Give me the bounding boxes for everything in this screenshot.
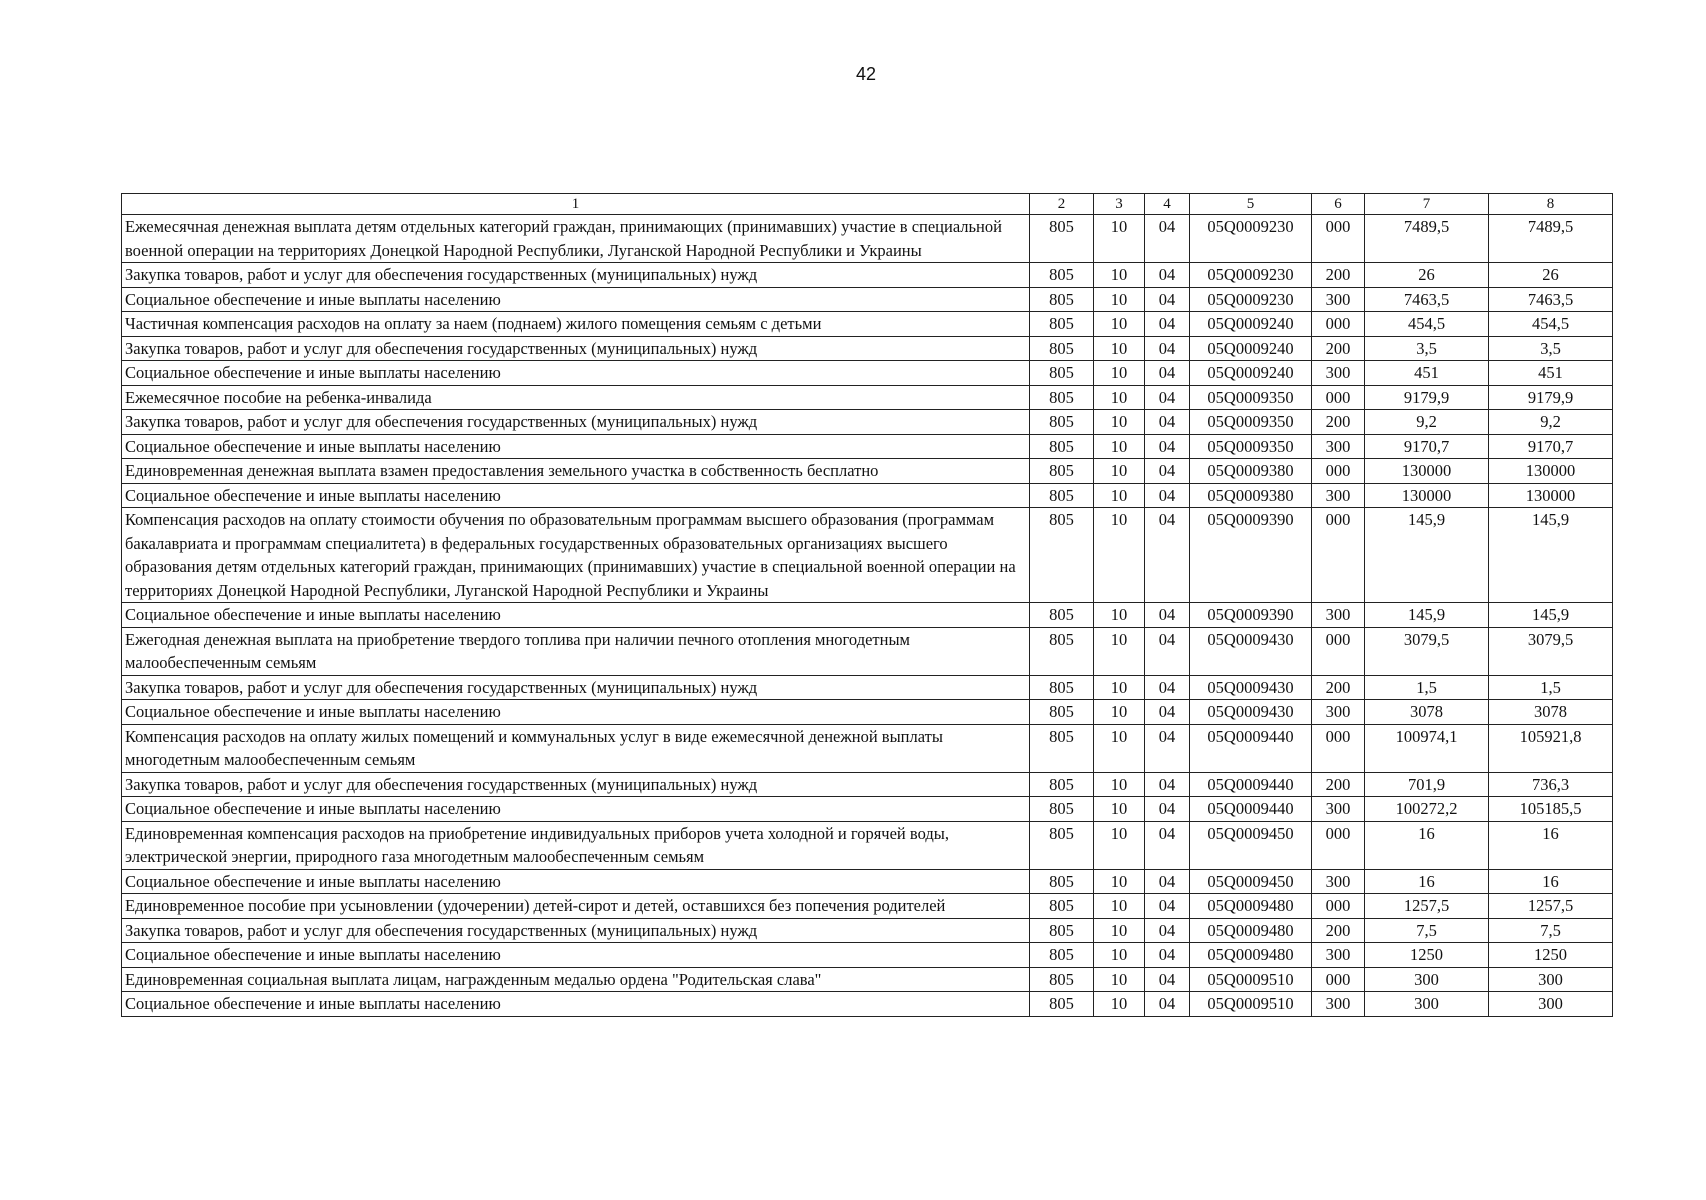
row-name-cell: Закупка товаров, работ и услуг для обеспечения государственных (муниципальных) нужд: [122, 918, 1030, 943]
amount-col8-cell: 300: [1489, 967, 1613, 992]
section-cell: 805: [1030, 312, 1094, 337]
subsection-b-cell: 04: [1145, 312, 1190, 337]
amount-col8-cell: 105921,8: [1489, 724, 1613, 772]
section-cell: 805: [1030, 361, 1094, 386]
amount-col7-cell: 130000: [1365, 459, 1489, 484]
amount-col7-cell: 300: [1365, 967, 1489, 992]
subsection-a-cell: 10: [1094, 821, 1145, 869]
row-name-cell: Социальное обеспечение и иные выплаты населению: [122, 869, 1030, 894]
table-row: [122, 263, 1613, 288]
subsection-a-cell: 10: [1094, 361, 1145, 386]
subsection-a-cell: 10: [1094, 797, 1145, 822]
section-cell: 805: [1030, 724, 1094, 772]
subsection-a-cell: 10: [1094, 869, 1145, 894]
section-cell: 805: [1030, 869, 1094, 894]
expense-type-cell: 000: [1312, 627, 1365, 675]
section-cell: 805: [1030, 434, 1094, 459]
amount-col7-cell: 9170,7: [1365, 434, 1489, 459]
subsection-b-cell: 04: [1145, 434, 1190, 459]
subsection-a-cell: 10: [1094, 967, 1145, 992]
subsection-b-cell: 04: [1145, 508, 1190, 603]
amount-col7-cell: 9179,9: [1365, 385, 1489, 410]
target-article-cell: 05Q0009480: [1190, 918, 1312, 943]
amount-col8-cell: 9179,9: [1489, 385, 1613, 410]
table-row: [122, 336, 1613, 361]
column-header: 5: [1190, 194, 1312, 215]
amount-col8-cell: 16: [1489, 821, 1613, 869]
row-name-cell: Частичная компенсация расходов на оплату за наем (поднаем) жилого помещения семьям с детьми: [122, 312, 1030, 337]
section-cell: 805: [1030, 918, 1094, 943]
amount-col7-cell: 130000: [1365, 483, 1489, 508]
target-article-cell: 05Q0009240: [1190, 336, 1312, 361]
expense-type-cell: 300: [1312, 943, 1365, 968]
amount-col7-cell: 7489,5: [1365, 215, 1489, 263]
target-article-cell: 05Q0009480: [1190, 894, 1312, 919]
column-header: 7: [1365, 194, 1489, 215]
row-name-cell: Социальное обеспечение и иные выплаты населению: [122, 603, 1030, 628]
section-cell: 805: [1030, 627, 1094, 675]
amount-col8-cell: 451: [1489, 361, 1613, 386]
subsection-b-cell: 04: [1145, 894, 1190, 919]
row-name-cell: Закупка товаров, работ и услуг для обеспечения государственных (муниципальных) нужд: [122, 410, 1030, 435]
table-row: [122, 894, 1613, 919]
subsection-b-cell: 04: [1145, 603, 1190, 628]
target-article-cell: 05Q0009450: [1190, 869, 1312, 894]
subsection-b-cell: 04: [1145, 700, 1190, 725]
row-name-cell: Закупка товаров, работ и услуг для обеспечения государственных (муниципальных) нужд: [122, 263, 1030, 288]
amount-col8-cell: 7463,5: [1489, 287, 1613, 312]
table-row: [122, 287, 1613, 312]
row-name-cell: Социальное обеспечение и иные выплаты населению: [122, 483, 1030, 508]
subsection-a-cell: 10: [1094, 508, 1145, 603]
table-row: [122, 483, 1613, 508]
amount-col8-cell: 26: [1489, 263, 1613, 288]
table-row: [122, 821, 1613, 869]
section-cell: 805: [1030, 943, 1094, 968]
row-name-cell: Социальное обеспечение и иные выплаты населению: [122, 992, 1030, 1017]
section-cell: 805: [1030, 263, 1094, 288]
subsection-a-cell: 10: [1094, 459, 1145, 484]
table-row: [122, 627, 1613, 675]
row-name-cell: Ежегодная денежная выплата на приобретение твердого топлива при наличии печного отопления многодетным малообеспеченным семьям: [122, 627, 1030, 675]
expense-type-cell: 300: [1312, 869, 1365, 894]
table-row: [122, 459, 1613, 484]
amount-col7-cell: 3,5: [1365, 336, 1489, 361]
expense-type-cell: 000: [1312, 459, 1365, 484]
amount-col7-cell: 3079,5: [1365, 627, 1489, 675]
subsection-b-cell: 04: [1145, 627, 1190, 675]
subsection-a-cell: 10: [1094, 410, 1145, 435]
amount-col8-cell: 3078: [1489, 700, 1613, 725]
column-header: 6: [1312, 194, 1365, 215]
amount-col8-cell: 3,5: [1489, 336, 1613, 361]
section-cell: 805: [1030, 287, 1094, 312]
row-name-cell: Закупка товаров, работ и услуг для обеспечения государственных (муниципальных) нужд: [122, 336, 1030, 361]
table-row: [122, 361, 1613, 386]
expense-type-cell: 000: [1312, 967, 1365, 992]
expense-type-cell: 200: [1312, 675, 1365, 700]
amount-col8-cell: 736,3: [1489, 772, 1613, 797]
target-article-cell: 05Q0009350: [1190, 434, 1312, 459]
table-row: [122, 675, 1613, 700]
amount-col8-cell: 130000: [1489, 459, 1613, 484]
expense-type-cell: 300: [1312, 700, 1365, 725]
table-row: [122, 700, 1613, 725]
budget-table: [121, 193, 1613, 1017]
column-header: 1: [122, 194, 1030, 215]
expense-type-cell: 200: [1312, 410, 1365, 435]
row-name-cell: Социальное обеспечение и иные выплаты населению: [122, 287, 1030, 312]
row-name-cell: Социальное обеспечение и иные выплаты населению: [122, 700, 1030, 725]
table-row: [122, 772, 1613, 797]
subsection-b-cell: 04: [1145, 943, 1190, 968]
target-article-cell: 05Q0009430: [1190, 675, 1312, 700]
section-cell: 805: [1030, 675, 1094, 700]
amount-col8-cell: 16: [1489, 869, 1613, 894]
row-name-cell: Единовременная социальная выплата лицам, награжденным медалью ордена "Родительская слава": [122, 967, 1030, 992]
table-row: [122, 215, 1613, 263]
subsection-a-cell: 10: [1094, 943, 1145, 968]
subsection-a-cell: 10: [1094, 772, 1145, 797]
row-name-cell: Компенсация расходов на оплату стоимости обучения по образовательным программам высшего образования (программам бакалавриата и программам специалитета) в федеральных государственных образовательных организациях высшего образования детям отдельных категорий граждан, принимающих (принимавших) участие в специальной военной операции на территориях Донецкой Народной Республики, Луганской Народной Республики и Украины: [122, 508, 1030, 603]
amount-col7-cell: 1,5: [1365, 675, 1489, 700]
section-cell: 805: [1030, 459, 1094, 484]
section-cell: 805: [1030, 797, 1094, 822]
header-row: [122, 194, 1613, 215]
expense-type-cell: 300: [1312, 287, 1365, 312]
subsection-b-cell: 04: [1145, 967, 1190, 992]
target-article-cell: 05Q0009430: [1190, 700, 1312, 725]
expense-type-cell: 300: [1312, 603, 1365, 628]
section-cell: 805: [1030, 967, 1094, 992]
amount-col8-cell: 7489,5: [1489, 215, 1613, 263]
amount-col7-cell: 454,5: [1365, 312, 1489, 337]
row-name-cell: Единовременная денежная выплата взамен предоставления земельного участка в собственность бесплатно: [122, 459, 1030, 484]
amount-col7-cell: 145,9: [1365, 603, 1489, 628]
section-cell: 805: [1030, 772, 1094, 797]
subsection-a-cell: 10: [1094, 312, 1145, 337]
amount-col7-cell: 16: [1365, 821, 1489, 869]
target-article-cell: 05Q0009350: [1190, 385, 1312, 410]
amount-col8-cell: 1,5: [1489, 675, 1613, 700]
expense-type-cell: 000: [1312, 215, 1365, 263]
column-header: 2: [1030, 194, 1094, 215]
row-name-cell: Единовременное пособие при усыновлении (удочерении) детей-сирот и детей, оставшихся без попечения родителей: [122, 894, 1030, 919]
subsection-b-cell: 04: [1145, 869, 1190, 894]
target-article-cell: 05Q0009390: [1190, 508, 1312, 603]
section-cell: 805: [1030, 821, 1094, 869]
amount-col7-cell: 701,9: [1365, 772, 1489, 797]
target-article-cell: 05Q0009440: [1190, 772, 1312, 797]
target-article-cell: 05Q0009350: [1190, 410, 1312, 435]
table-row: [122, 410, 1613, 435]
subsection-b-cell: 04: [1145, 287, 1190, 312]
table-row: [122, 943, 1613, 968]
subsection-b-cell: 04: [1145, 675, 1190, 700]
table-row: [122, 918, 1613, 943]
amount-col8-cell: 7,5: [1489, 918, 1613, 943]
subsection-b-cell: 04: [1145, 361, 1190, 386]
table-row: [122, 967, 1613, 992]
subsection-b-cell: 04: [1145, 459, 1190, 484]
expense-type-cell: 300: [1312, 434, 1365, 459]
table-row: [122, 724, 1613, 772]
subsection-a-cell: 10: [1094, 894, 1145, 919]
amount-col7-cell: 1257,5: [1365, 894, 1489, 919]
row-name-cell: Единовременная компенсация расходов на приобретение индивидуальных приборов учета холодной и горячей воды, электрической энергии, природного газа многодетным малообеспеченным семьям: [122, 821, 1030, 869]
amount-col7-cell: 16: [1365, 869, 1489, 894]
subsection-b-cell: 04: [1145, 385, 1190, 410]
section-cell: 805: [1030, 700, 1094, 725]
target-article-cell: 05Q0009440: [1190, 797, 1312, 822]
table-row: [122, 869, 1613, 894]
table-row: [122, 434, 1613, 459]
subsection-a-cell: 10: [1094, 336, 1145, 361]
section-cell: 805: [1030, 894, 1094, 919]
amount-col7-cell: 26: [1365, 263, 1489, 288]
section-cell: 805: [1030, 483, 1094, 508]
amount-col7-cell: 100272,2: [1365, 797, 1489, 822]
subsection-b-cell: 04: [1145, 992, 1190, 1017]
amount-col7-cell: 300: [1365, 992, 1489, 1017]
page-number: 42: [855, 64, 877, 84]
target-article-cell: 05Q0009510: [1190, 992, 1312, 1017]
subsection-a-cell: 10: [1094, 263, 1145, 288]
subsection-b-cell: 04: [1145, 724, 1190, 772]
amount-col7-cell: 7,5: [1365, 918, 1489, 943]
subsection-a-cell: 10: [1094, 675, 1145, 700]
subsection-b-cell: 04: [1145, 797, 1190, 822]
subsection-b-cell: 04: [1145, 918, 1190, 943]
row-name-cell: Компенсация расходов на оплату жилых помещений и коммунальных услуг в виде ежемесячной денежной выплаты многодетным малообеспеченным семьям: [122, 724, 1030, 772]
column-header: 4: [1145, 194, 1190, 215]
amount-col8-cell: 145,9: [1489, 508, 1613, 603]
table-row: [122, 385, 1613, 410]
amount-col7-cell: 3078: [1365, 700, 1489, 725]
target-article-cell: 05Q0009390: [1190, 603, 1312, 628]
amount-col7-cell: 451: [1365, 361, 1489, 386]
subsection-a-cell: 10: [1094, 603, 1145, 628]
expense-type-cell: 300: [1312, 992, 1365, 1017]
subsection-b-cell: 04: [1145, 821, 1190, 869]
subsection-a-cell: 10: [1094, 992, 1145, 1017]
row-name-cell: Социальное обеспечение и иные выплаты населению: [122, 797, 1030, 822]
expense-type-cell: 300: [1312, 797, 1365, 822]
section-cell: 805: [1030, 410, 1094, 435]
amount-col8-cell: 300: [1489, 992, 1613, 1017]
subsection-b-cell: 04: [1145, 336, 1190, 361]
amount-col8-cell: 9,2: [1489, 410, 1613, 435]
subsection-a-cell: 10: [1094, 627, 1145, 675]
target-article-cell: 05Q0009230: [1190, 287, 1312, 312]
expense-type-cell: 000: [1312, 385, 1365, 410]
expense-type-cell: 200: [1312, 263, 1365, 288]
table-row: [122, 312, 1613, 337]
subsection-a-cell: 10: [1094, 385, 1145, 410]
section-cell: 805: [1030, 508, 1094, 603]
expense-type-cell: 000: [1312, 312, 1365, 337]
expense-type-cell: 200: [1312, 772, 1365, 797]
row-name-cell: Социальное обеспечение и иные выплаты населению: [122, 361, 1030, 386]
amount-col8-cell: 1257,5: [1489, 894, 1613, 919]
row-name-cell: Закупка товаров, работ и услуг для обеспечения государственных (муниципальных) нужд: [122, 675, 1030, 700]
section-cell: 805: [1030, 992, 1094, 1017]
target-article-cell: 05Q0009230: [1190, 215, 1312, 263]
amount-col7-cell: 145,9: [1365, 508, 1489, 603]
subsection-a-cell: 10: [1094, 215, 1145, 263]
amount-col8-cell: 454,5: [1489, 312, 1613, 337]
row-name-cell: Ежемесячная денежная выплата детям отдельных категорий граждан, принимающих (принимавших) участие в специальной военной операции на территориях Донецкой Народной Республики, Луганской Народной Республики и Украины: [122, 215, 1030, 263]
column-header: 3: [1094, 194, 1145, 215]
amount-col8-cell: 145,9: [1489, 603, 1613, 628]
row-name-cell: Социальное обеспечение и иные выплаты населению: [122, 943, 1030, 968]
target-article-cell: 05Q0009230: [1190, 263, 1312, 288]
target-article-cell: 05Q0009240: [1190, 361, 1312, 386]
target-article-cell: 05Q0009380: [1190, 483, 1312, 508]
subsection-b-cell: 04: [1145, 410, 1190, 435]
subsection-a-cell: 10: [1094, 434, 1145, 459]
row-name-cell: Закупка товаров, работ и услуг для обеспечения государственных (муниципальных) нужд: [122, 772, 1030, 797]
target-article-cell: 05Q0009430: [1190, 627, 1312, 675]
amount-col7-cell: 7463,5: [1365, 287, 1489, 312]
expense-type-cell: 300: [1312, 483, 1365, 508]
amount-col8-cell: 3079,5: [1489, 627, 1613, 675]
target-article-cell: 05Q0009440: [1190, 724, 1312, 772]
table-body: [122, 215, 1613, 1017]
expense-type-cell: 000: [1312, 821, 1365, 869]
subsection-a-cell: 10: [1094, 700, 1145, 725]
subsection-b-cell: 04: [1145, 263, 1190, 288]
target-article-cell: 05Q0009480: [1190, 943, 1312, 968]
section-cell: 805: [1030, 603, 1094, 628]
table-row: [122, 603, 1613, 628]
expense-type-cell: 200: [1312, 918, 1365, 943]
target-article-cell: 05Q0009380: [1190, 459, 1312, 484]
subsection-a-cell: 10: [1094, 918, 1145, 943]
section-cell: 805: [1030, 336, 1094, 361]
subsection-a-cell: 10: [1094, 287, 1145, 312]
expense-type-cell: 000: [1312, 508, 1365, 603]
expense-type-cell: 200: [1312, 336, 1365, 361]
expense-type-cell: 300: [1312, 361, 1365, 386]
subsection-b-cell: 04: [1145, 483, 1190, 508]
expense-type-cell: 000: [1312, 724, 1365, 772]
amount-col7-cell: 9,2: [1365, 410, 1489, 435]
amount-col8-cell: 105185,5: [1489, 797, 1613, 822]
subsection-b-cell: 04: [1145, 772, 1190, 797]
amount-col8-cell: 1250: [1489, 943, 1613, 968]
subsection-b-cell: 04: [1145, 215, 1190, 263]
section-cell: 805: [1030, 385, 1094, 410]
expense-type-cell: 000: [1312, 894, 1365, 919]
subsection-a-cell: 10: [1094, 724, 1145, 772]
table-row: [122, 508, 1613, 603]
amount-col8-cell: 9170,7: [1489, 434, 1613, 459]
table-row: [122, 992, 1613, 1017]
section-cell: 805: [1030, 215, 1094, 263]
subsection-a-cell: 10: [1094, 483, 1145, 508]
amount-col7-cell: 100974,1: [1365, 724, 1489, 772]
row-name-cell: Ежемесячное пособие на ребенка-инвалида: [122, 385, 1030, 410]
amount-col8-cell: 130000: [1489, 483, 1613, 508]
amount-col7-cell: 1250: [1365, 943, 1489, 968]
target-article-cell: 05Q0009240: [1190, 312, 1312, 337]
column-header: 8: [1489, 194, 1613, 215]
table-row: [122, 797, 1613, 822]
target-article-cell: 05Q0009510: [1190, 967, 1312, 992]
target-article-cell: 05Q0009450: [1190, 821, 1312, 869]
row-name-cell: Социальное обеспечение и иные выплаты населению: [122, 434, 1030, 459]
